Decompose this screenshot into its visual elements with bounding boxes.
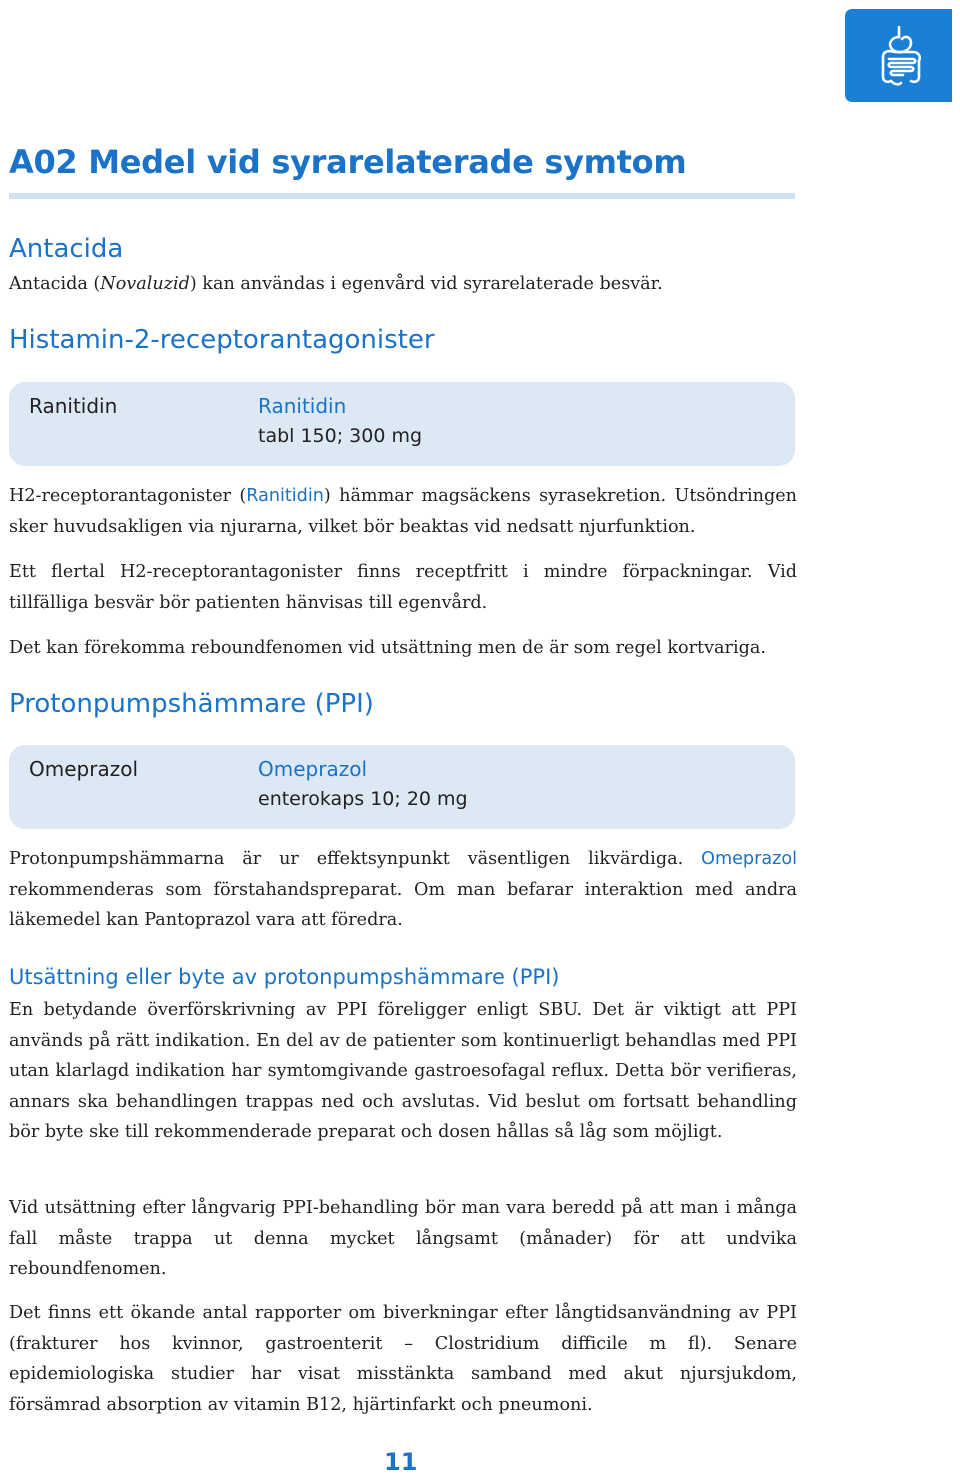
antacida-paragraph: Antacida (Novaluzid) kan användas i egenvård vid syrarelaterade besvär. [9,274,663,294]
substance-name: Ranitidin [29,394,118,418]
drug-recommendation-box-ranitidin [9,382,795,466]
section-heading-withdrawal: Utsättning eller byte av protonpumpshämmare (PPI) [9,965,560,989]
substance-name: Omeprazol [29,757,138,781]
withdrawal-paragraph-3: Det finns ett ökande antal rapporter om biverkningar efter långtidsanvändning av PPI (frakturer hos kvinnor, gastroenterit – Clostridium difficile m fl). Senare epidemiologiska studier har visat misstänkta samband med akut njursjukdom, försämrad absorption av vitamin B12, hjärtinfarkt och pneumoni. [9,1303,797,1415]
title-underline [9,193,795,199]
chapter-tab [845,9,952,102]
dosage-form: tabl 150; 300 mg [258,425,423,447]
chapter-title: A02 Medel vid syrarelaterade symtom [9,143,687,181]
h2ra-paragraph-1: H2-receptorantagonister (Ranitidin) hämmar magsäckens syrasekretion. Utsöndringen sker huvudsakligen via njurarna, vilket bör beaktas vid nedsatt njurfunktion. [9,486,797,537]
digestive-system-icon [869,25,929,87]
product-name: Ranitidin [258,394,347,418]
section-heading-ppi: Protonpumpshämmare (PPI) [9,689,374,719]
inline-drug-ranitidin: Ranitidin [246,486,324,506]
withdrawal-paragraph-2: Vid utsättning efter långvarig PPI-behandling bör man vara beredd på att man i många fall måste trappa ut denna mycket långsamt (månader) för att undvika reboundfenomen. [9,1198,797,1279]
section-heading-antacida: Antacida [9,234,124,264]
withdrawal-paragraph-1: En betydande överförskrivning av PPI föreligger enligt SBU. Det är viktigt att PPI används på rätt indikation. En del av de patienter som kontinuerligt behandlas med PPI utan klarlagd indikation har symtomgivande gastroesofagal reflux. Detta bör verifieras, annars ska behandlingen trappas ned och avslutas. Vid beslut om fortsatt behandling bör byte ske till rekommenderade preparat och dosen hållas så låg som möjligt. [9,1000,797,1142]
inline-drug-omeprazol: Omeprazol [701,849,797,869]
section-heading-h2ra: Histamin-2-receptorantagonister [9,325,435,355]
h2ra-paragraph-2: Ett flertal H2-receptorantagonister finns receptfritt i mindre förpackningar. Vid tillfälliga besvär bör patienten hänvisas till egenvård. [9,562,797,613]
product-name: Omeprazol [258,757,367,781]
ppi-paragraph-1: Protonpumpshämmarna är ur effektsynpunkt väsentligen likvärdiga. Omeprazol rekommenderas som förstahandspreparat. Om man befarar interaktion med andra läkemedel kan Pantoprazol vara att föredra. [9,849,797,930]
page-number: 11 [384,1448,418,1476]
dosage-form: enterokaps 10; 20 mg [258,788,468,810]
product-name-novaluzid: Novaluzid [100,274,190,294]
drug-recommendation-box-omeprazol [9,745,795,829]
h2ra-paragraph-3: Det kan förekomma reboundfenomen vid utsättning men de är som regel kortvariga. [9,638,766,658]
